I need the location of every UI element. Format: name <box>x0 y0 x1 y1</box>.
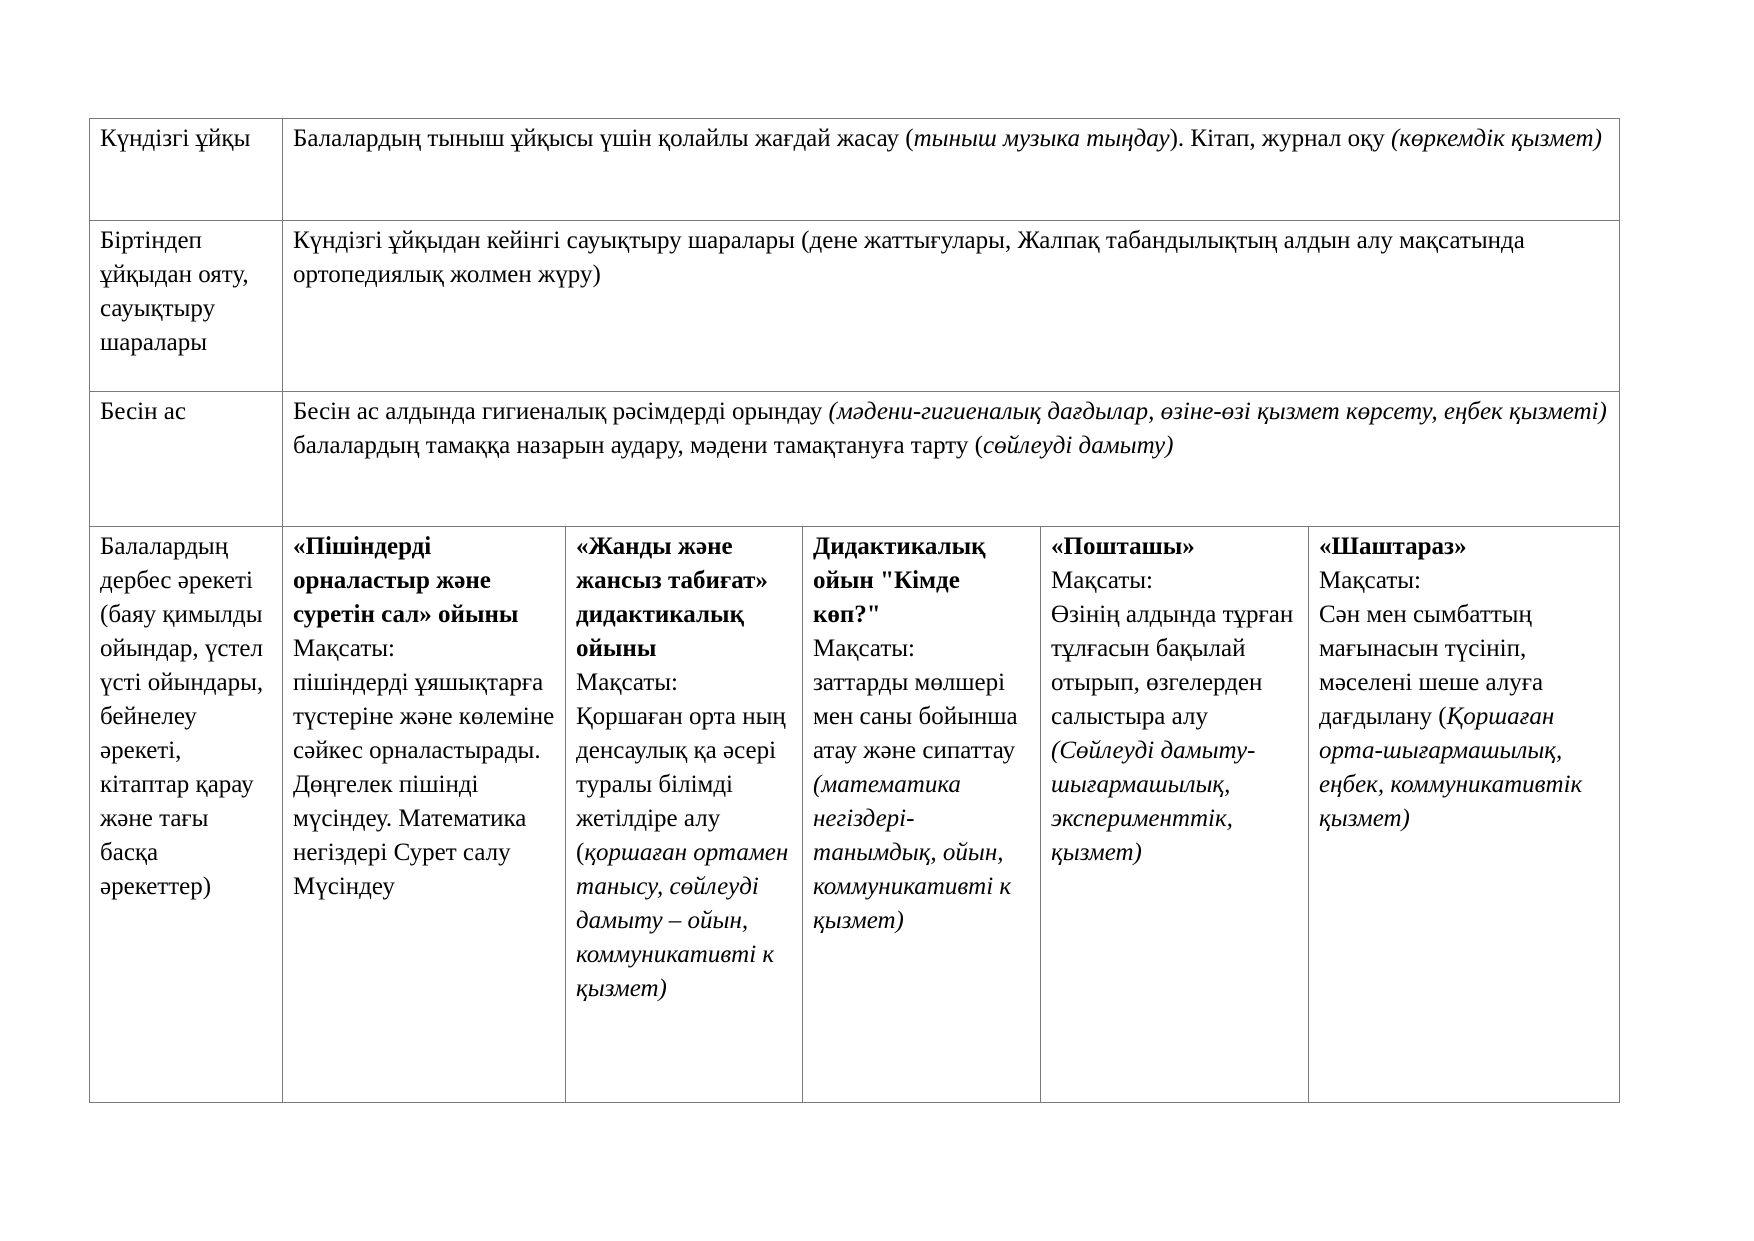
italic-text: (көркемдік қызмет) <box>1390 125 1602 152</box>
activity-title: Дидактикалық ойын "Кімде көп?" <box>813 533 986 628</box>
activity-title: «Жанды және жансыз табиғат» дидактикалық ойыны <box>576 533 768 662</box>
table-row <box>90 221 1620 392</box>
activity-cell <box>566 527 803 1103</box>
activity-title: «Шаштараз» <box>1319 533 1467 560</box>
goal-label: Мақсаты: <box>293 635 395 662</box>
activity-description <box>576 700 792 1006</box>
italic-text: Қоршаған орта-шығармашылық, еңбек, коммуникативтік қызмет) <box>1319 703 1583 832</box>
row-content <box>283 392 1620 527</box>
text-run: пішіндерді ұяшықтарға түстеріне және көлеміне сәйкес орналастырады. Дөңгелек пішінді мүсіндеу. Математика негіздері Сурет салу Мүсіндеу <box>293 669 555 900</box>
text-run: Бесін ас алдында гигиеналық рәсімдерді орындау <box>293 398 829 425</box>
italic-text: (мәдени-гигиеналық дағдылар, өзіне-өзі қызмет көрсету, еңбек қызметі) <box>828 398 1607 425</box>
italic-text: сөйлеуді дамыту) <box>982 432 1174 459</box>
activity-description <box>1319 598 1609 836</box>
activity-description <box>293 666 555 904</box>
table-row <box>90 119 1620 221</box>
text-run: Сән мен сымбаттың мағынасын түсініп, мәселені шеше алуға дағдылану ( <box>1319 601 1544 730</box>
activity-cell <box>283 527 566 1103</box>
activity-description <box>1051 598 1298 870</box>
text-run: балалардың тамаққа назарын аудару, мәдени тамақтануға тарту ( <box>293 432 983 459</box>
row-content <box>283 119 1620 221</box>
activity-cell <box>1309 527 1620 1103</box>
text-run: Балалардың тыныш ұйқысы үшін қолайлы жағдай жасау ( <box>293 125 914 152</box>
italic-text: тыныш музыка тыңдау <box>913 125 1170 152</box>
goal-label: Мақсаты: <box>1319 567 1421 594</box>
goal-label: Мақсаты: <box>813 635 915 662</box>
table-row <box>90 392 1620 527</box>
row-label: Біртіндеп ұйқыдан ояту, сауықтыру шаралары <box>90 221 283 392</box>
italic-text: (Сөйлеуді дамыту-шығармашылық, эксперименттік, қызмет) <box>1051 737 1256 866</box>
text-run: Күндізгі ұйқыдан кейінгі сауықтыру шаралары (дене жаттығулары, Жалпақ табандылықтың алдын алу мақсатында ортопедиялық жолмен жүру) <box>293 227 1525 288</box>
goal-label: Мақсаты: <box>576 669 678 696</box>
text-run: Өзінің алдында тұрған тұлғасын бақылай отырып, өзгелерден салыстыра алу <box>1051 601 1294 730</box>
text-run: заттарды мөлшері мен саны бойынша атау және сипаттау <box>813 669 1018 764</box>
row-label: Балалардың дербес әрекеті (баяу қимылды ойындар, үстел үсті ойындары, бейнелеу әрекеті, кітаптар қарау және тағы басқа әрекеттер) <box>90 527 283 1103</box>
row-label: Күндізгі ұйқы <box>90 119 283 221</box>
activity-description <box>813 666 1030 938</box>
text-run: ). Кітап, журнал оқу <box>1169 125 1391 152</box>
italic-text: (математика негіздері-танымдық, ойын, коммуникативті к қызмет) <box>813 771 1012 934</box>
activity-cell <box>1041 527 1309 1103</box>
activity-title: «Пішіндерді орналастыр және суретін сал» ойыны <box>293 533 519 628</box>
italic-text: қоршаған ортамен танысу, сөйлеуді дамыту – ойын, коммуникативті к қызмет) <box>576 839 789 1002</box>
row-content <box>283 221 1620 392</box>
activity-cell <box>803 527 1041 1103</box>
activity-title: «Пошташы» <box>1051 533 1195 560</box>
goal-label: Мақсаты: <box>1051 567 1153 594</box>
text-run: Қоршаған орта ның денсаулық қа әсері туралы білімді жетілдіре алу ( <box>576 703 786 866</box>
row-label: Бесін ас <box>90 392 283 527</box>
schedule-table <box>89 118 1620 1103</box>
table-row <box>90 527 1620 1103</box>
